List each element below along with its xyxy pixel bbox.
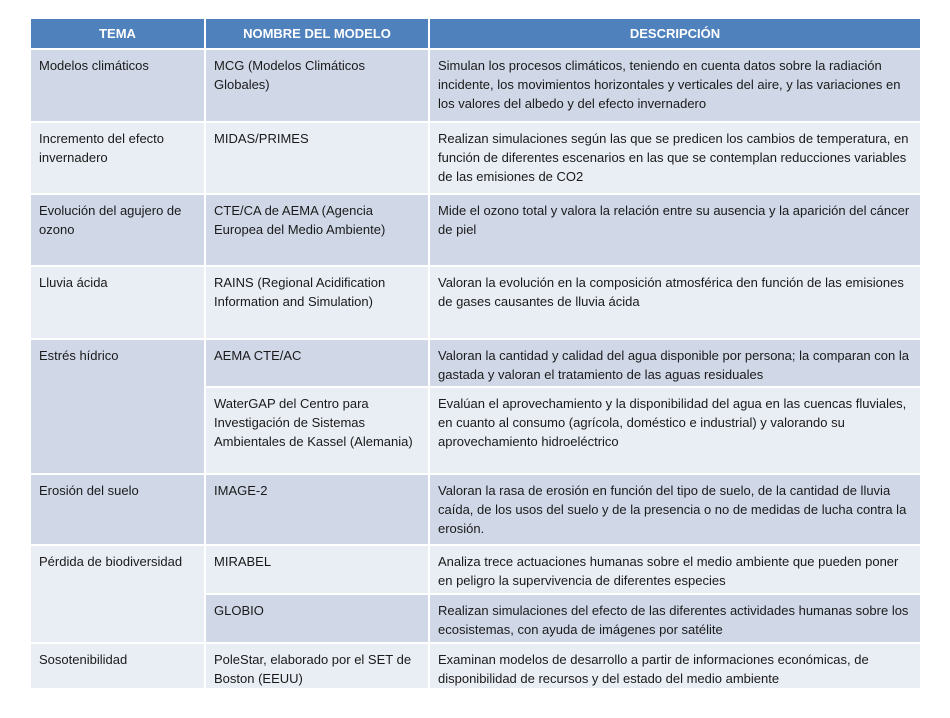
model-cell: PoleStar, elaborado por el SET de Boston (EEUU) <box>205 643 429 689</box>
topic-cell: Lluvia ácida <box>31 266 205 339</box>
model-cell: WaterGAP del Centro para Investigación de Sistemas Ambientales de Kassel (Alemania) <box>205 387 429 474</box>
topic-cell: Sosotenibilidad <box>31 643 205 689</box>
topic-cell: Evolución del agujero de ozono <box>31 194 205 266</box>
header-nombre-modelo: NOMBRE DEL MODELO <box>205 19 429 49</box>
description-cell: Evalúan el aprovechamiento y la disponibilidad del agua en las cuencas fluviales, en cuanto al consumo (agrícola, doméstico e industrial) y valorando su aprovechamiento hidroeléctrico <box>429 387 920 474</box>
topic-cell: Modelos climáticos <box>31 49 205 122</box>
topic-cell: Incremento del efecto invernadero <box>31 122 205 194</box>
model-cell: RAINS (Regional Acidification Information and Simulation) <box>205 266 429 339</box>
table-row <box>31 194 920 266</box>
description-cell: Realizan simulaciones según las que se predicen los cambios de temperatura, en función de diferentes escenarios en las que se contemplan reducciones variables de las emisiones de CO2 <box>429 122 920 194</box>
table-row <box>31 49 920 122</box>
table-row <box>31 474 920 545</box>
header-tema: TEMA <box>31 19 205 49</box>
model-cell: MIDAS/PRIMES <box>205 122 429 194</box>
model-cell: AEMA CTE/AC <box>205 339 429 387</box>
model-cell: IMAGE-2 <box>205 474 429 545</box>
topic-cell: Estrés hídrico <box>31 339 205 474</box>
description-cell: Realizan simulaciones del efecto de las diferentes actividades humanas sobre los ecosistemas, con ayuda de imágenes por satélite <box>429 594 920 643</box>
environmental-models-table <box>31 19 920 690</box>
topic-cell: Pérdida de biodiversidad <box>31 545 205 643</box>
description-cell: Valoran la cantidad y calidad del agua disponible por persona; la comparan con la gastada y valoran el tratamiento de las aguas residuales <box>429 339 920 387</box>
model-cell: CTE/CA de AEMA (Agencia Europea del Medio Ambiente) <box>205 194 429 266</box>
description-cell: Analiza trece actuaciones humanas sobre el medio ambiente que pueden poner en peligro la supervivencia de diferentes especies <box>429 545 920 594</box>
model-cell: MCG (Modelos Climáticos Globales) <box>205 49 429 122</box>
topic-cell: Erosión del suelo <box>31 474 205 545</box>
table-row <box>31 545 920 594</box>
model-cell: GLOBIO <box>205 594 429 643</box>
table-header-row <box>31 19 920 49</box>
description-cell: Simulan los procesos climáticos, teniendo en cuenta datos sobre la radiación incidente, los movimientos horizontales y verticales del aire, y las variaciones en los valores del albedo y del efecto invernadero <box>429 49 920 122</box>
header-descripcion: DESCRIPCIÓN <box>429 19 920 49</box>
models-table-container <box>31 19 920 690</box>
table-row <box>31 339 920 387</box>
model-cell: MIRABEL <box>205 545 429 594</box>
description-cell: Examinan modelos de desarrollo a partir de informaciones económicas, de disponibilidad de recursos y del estado del medio ambiente <box>429 643 920 689</box>
table-row <box>31 122 920 194</box>
table-row <box>31 266 920 339</box>
description-cell: Valoran la evolución en la composición atmosférica den función de las emisiones de gases causantes de lluvia ácida <box>429 266 920 339</box>
table-row <box>31 643 920 689</box>
description-cell: Valoran la rasa de erosión en función del tipo de suelo, de la cantidad de lluvia caída, de los usos del suelo y de la presencia o no de medidas de lucha contra la erosión. <box>429 474 920 545</box>
description-cell: Mide el ozono total y valora la relación entre su ausencia y la aparición del cáncer de piel <box>429 194 920 266</box>
